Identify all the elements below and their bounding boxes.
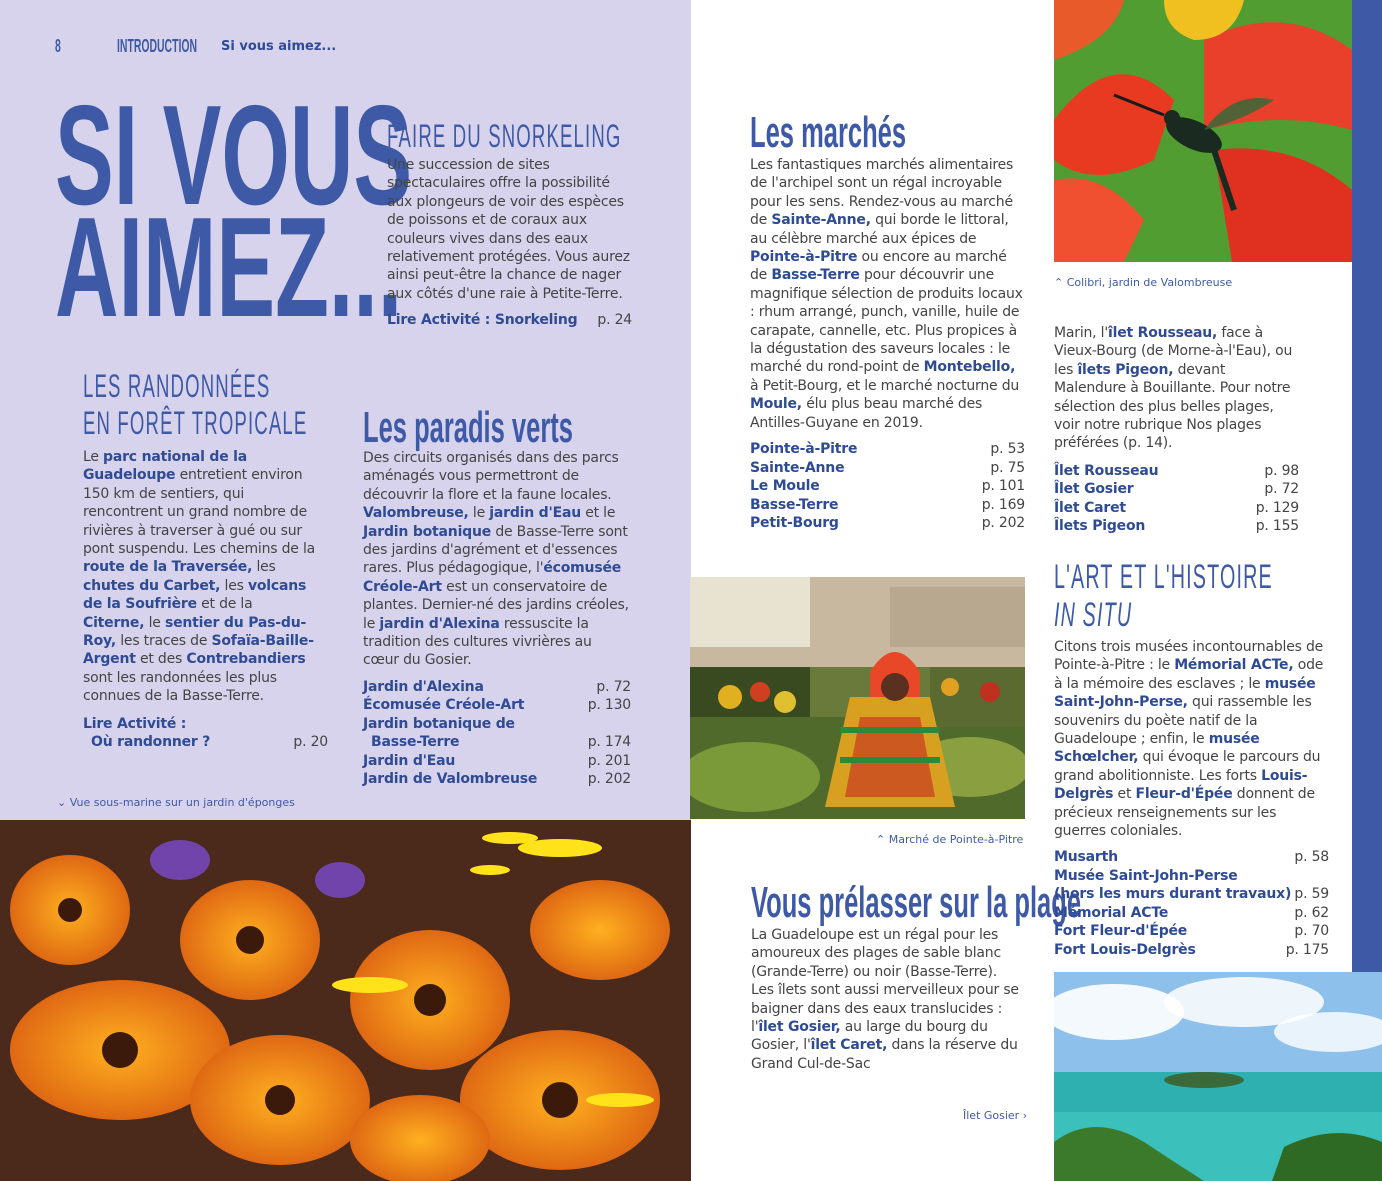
toc-row[interactable]: Musée Saint-John-Perse — [1054, 867, 1238, 884]
hero-title-line2: AIMEZ... — [55, 188, 403, 347]
randonnees-ref-label2[interactable]: Où randonner ? — [91, 734, 211, 751]
plage-toc — [1054, 462, 1299, 536]
underwater-photo — [0, 820, 691, 1181]
toc-row[interactable]: Basse-Terre p. 174 — [371, 734, 631, 751]
snorkeling-ref-label[interactable]: Lire Activité : Snorkeling — [387, 312, 578, 329]
chevron-up-icon: ⌃ — [876, 833, 886, 846]
paradis-section — [363, 403, 631, 789]
toc-row[interactable]: Îlet Caret p. 129 — [1054, 499, 1299, 516]
toc-row[interactable]: Écomusée Créole-Art p. 130 — [363, 697, 631, 714]
hero-title-line1: SI VOUS — [55, 76, 413, 235]
toc-row[interactable]: Mémorial ACTe p. 62 — [1054, 904, 1329, 921]
paradis-title: Les paradis verts — [363, 403, 573, 452]
marches-section — [750, 108, 1025, 533]
toc-row[interactable]: Sainte-Anne p. 75 — [750, 459, 1025, 476]
art-toc — [1054, 848, 1329, 959]
plage-suite-section — [1054, 324, 1299, 536]
toc-row[interactable]: Le Moule p. 101 — [750, 478, 1025, 495]
chevron-down-icon: ⌄ — [57, 796, 67, 809]
plage-suite-text: Marin, l'îlet Rousseau, face à Vieux-Bourg (de Morne-à-l'Eau), ou les îlets Pigeon, devant Malendure à Bouillante. Pour notre sélection des plus belles plages, voir notre rubrique Nos plages préférées (p. 14). — [1054, 325, 1293, 452]
art-title-line2: IN SITU — [1054, 596, 1133, 634]
randonnees-title — [83, 368, 308, 442]
caption-marche: ⌃ Marché de Pointe-à-Pitre — [876, 833, 1024, 846]
section-label: INTRODUCTION — [117, 36, 198, 56]
toc-row[interactable]: Fort Louis-Delgrès p. 175 — [1054, 941, 1329, 958]
marches-title: Les marchés — [750, 108, 907, 157]
snorkeling-ref-page: p. 24 — [597, 312, 632, 329]
colibri-photo — [1054, 0, 1352, 262]
toc-row[interactable]: Jardin d'Eau p. 201 — [363, 752, 631, 769]
chevron-right-icon: › — [1022, 1109, 1028, 1122]
art-title-line1: L'ART ET L'HISTOIRE — [1054, 558, 1273, 596]
toc-row[interactable]: Musarth p. 58 — [1054, 849, 1329, 866]
sponge-illustration — [0, 820, 691, 1181]
randonnees-ref — [83, 715, 328, 752]
marches-toc — [750, 440, 1025, 533]
toc-row[interactable]: Îlets Pigeon p. 155 — [1054, 518, 1299, 535]
toc-row[interactable]: Petit-Bourg p. 202 — [750, 515, 1025, 532]
hero-title — [55, 76, 413, 347]
toc-row[interactable]: Îlet Rousseau p. 98 — [1054, 462, 1299, 479]
toc-row[interactable]: Pointe-à-Pitre p. 53 — [750, 441, 1025, 458]
paradis-toc — [363, 678, 631, 789]
toc-row[interactable]: Jardin d'Alexina p. 72 — [363, 678, 631, 695]
market-illustration — [690, 577, 1025, 819]
caption-colibri: ⌃ Colibri, jardin de Valombreuse — [1054, 276, 1233, 289]
colibri-illustration — [1054, 0, 1352, 262]
caption-eponges: ⌄ Vue sous-marine sur un jardin d'éponges — [57, 796, 295, 809]
plage-section — [751, 878, 1082, 1073]
toc-row[interactable]: Basse-Terre p. 169 — [750, 496, 1025, 513]
art-section — [1054, 558, 1329, 959]
plage-text: La Guadeloupe est un régal pour les amoureux des plages de sable blanc (Grande-Terre) ou noir (Basse-Terre). Les îlets sont aussi merveilleux pour se baigner dans des eaux translucides : l'îlet Gosier, au large du bourg du Gosier, l'îlet Caret, dans la réserve du Grand Cul-de-Sac — [751, 927, 1019, 1072]
chevron-up-icon: ⌃ — [1054, 276, 1064, 289]
edge-stripe — [1352, 0, 1382, 972]
marches-text: Les fantastiques marchés alimentaires de l'archipel sont un régal incroyable pour les sens. Rendez-vous au marché de Sainte-Anne, qui borde le littoral, au célèbre marché aux épices de Pointe-à-Pitre ou encore au marché de Basse-Terre pour découvrir une magnifique sélection de produits locaux : rhum arrangé, punch, vanille, huile de carapate, cannelle, etc. Plus propices à la dégustation des saveurs locales : le marché du rond-point de Montebello, à Petit-Bourg, et le marché nocturne du Moule, élu plus beau marché des Antilles-Guyane en 2019. — [750, 157, 1023, 431]
art-title — [1054, 558, 1273, 634]
toc-row[interactable]: Fort Fleur-d'Épée p. 70 — [1054, 923, 1329, 940]
randonnees-ref-label1[interactable]: Lire Activité : — [83, 715, 187, 732]
caption-gosier: Îlet Gosier › — [963, 1109, 1028, 1122]
paradis-text: Des circuits organisés dans des parcs aménagés vous permettront de découvrir la flore et la faune locales. Valombreuse, le jardin d'Eau et le Jardin botanique de Basse-Terre sont des jardins d'agrément et d'essences rares. Plus pédagogique, l'écomusée Créole-Art est un conservatoire de plantes. Dernier-né des jardins créoles, le jardin d'Alexina ressuscite la tradition des cultures vivrières au cœur du Gosier. — [363, 450, 629, 669]
toc-row[interactable]: Îlet Gosier p. 72 — [1054, 481, 1299, 498]
market-photo — [690, 577, 1025, 819]
snorkeling-ref — [387, 311, 637, 330]
toc-row[interactable]: Jardin de Valombreuse p. 202 — [363, 771, 631, 788]
beach-photo — [1054, 972, 1382, 1181]
beach-illustration — [1054, 972, 1382, 1181]
snorkeling-text: Une succession de sites spectaculaires offre la possibilité aux plongeurs de voir des espèces de poissons et de coraux aux couleurs vives dans des eaux relativement protégées. Vous aurez ainsi peut-être la chance de nager aux côtés d'une raie à Petite-Terre. — [387, 157, 630, 302]
toc-row[interactable]: Jardin botanique de — [363, 715, 515, 732]
randonnees-title-line1: LES RANDONNÉES — [83, 368, 271, 404]
page-number: 8 — [55, 36, 61, 56]
subsection-label: Si vous aimez... — [221, 39, 337, 54]
snorkeling-title: FAIRE DU SNORKELING — [387, 118, 622, 154]
randonnees-section — [83, 368, 328, 752]
randonnees-title-line2: EN FORÊT TROPICALE — [83, 405, 308, 441]
randonnees-text: Le parc national de la Guadeloupe entretient environ 150 km de sentiers, qui rencontrent un grand nombre de rivières à traverser à gué ou sur pont suspendu. Les chemins de la route de la Traversée, les chutes du Carbet, les volcans de la Soufrière et de la Citerne, le sentier du Pas-du-Roy, les traces de Sofaïa-Baille-Argent et des Contrebandiers sont les randonnées les plus connues de la Basse-Terre. — [83, 449, 316, 705]
art-text: Citons trois musées incontournables de Pointe-à-Pitre : le Mémorial ACTe, ode à la mémoire des esclaves ; le musée Saint-John-Perse, qui rassemble les souvenirs du poète natif de la Guadeloupe ; enfin, le musée Schœlcher, qui évoque le parcours du grand abolitionniste. Les forts Louis-Delgrès et Fleur-d'Épée donnent de précieux renseignements sur les guerres coloniales. — [1054, 639, 1324, 840]
toc-row[interactable]: (hors les murs durant travaux) p. 59 — [1054, 886, 1329, 903]
snorkeling-section — [387, 118, 637, 330]
randonnees-ref-page: p. 20 — [293, 734, 328, 751]
plage-title: Vous prélasser sur la plage — [751, 878, 1082, 927]
